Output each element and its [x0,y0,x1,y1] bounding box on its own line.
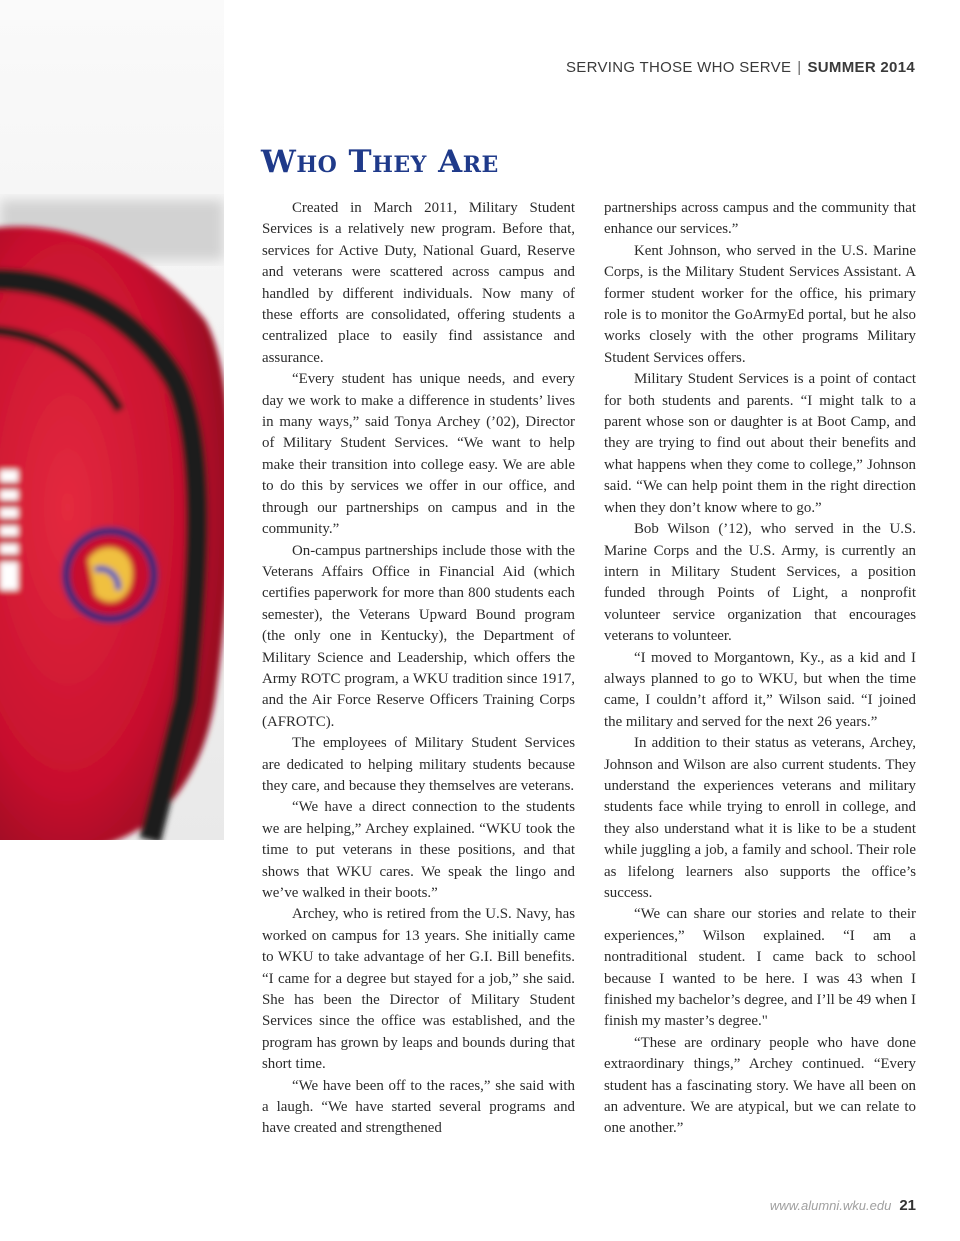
paragraph: On-campus partnerships include those with the Veterans Affairs Office in Financial Aid (which certifies paperwork for more than 800 students each semester), the Veterans Upward Bound program (the only one in Kentucky), the Department of Military Science and Leadership, which offers the Army ROTC program, a WKU tradition since 1917, and the Air Force Reserve Officers Training Corps (AFROTC). [262,542,575,730]
paragraph: Created in March 2011, Military Student Services is a relatively new program. Before that, services for Active Duty, National Guard, Reserve and veterans were scattered across campus and handled by different individuals. Now many of these efforts are consolidated, offering students a centralized place to easily find assistance and assurance. [262,200,575,366]
red-cap-photo [0,0,224,840]
paragraph: “We have been off to the races,” she said with a laugh. “We have started several programs and have created and strengthened [262,1077,575,1137]
article-photo [0,0,224,840]
page-number: 21 [899,1197,916,1214]
paragraph: “I moved to Morgantown, Ky., as a kid and I always planned to go to WKU, but when the time came, I couldn’t afford it,” Wilson said. “I joined the military and served for the next 26 years.” [604,649,916,730]
paragraph: The employees of Military Student Services are dedicated to helping military students because they care, and because they themselves are veterans. [262,735,575,794]
running-header [566,59,915,76]
paragraph: “We have a direct connection to the students we are helping,” Archey explained. “WKU took the time to put veterans in these positions, and that shows that WKU cares. We speak the lingo and we’ve walked in their boots.” [262,799,575,901]
paragraph: “We can share our stories and relate to their experiences,” Wilson explained. “I am a nontraditional student. I came back to school because I wanted to be here. I was 43 when I finished my bachelor’s degree, and I’ll be 49 when I finish my master’s degree." [604,906,916,1030]
paragraph: Archey, who is retired from the U.S. Navy, has worked on campus for 13 years. She initially came to WKU to take advantage of her G.I. Bill benefits. “I came for a degree but stayed for a job,” she said. She has been the Director of Military Student Services since the office was established, and the program has grown by leaps and bounds during that short time. [262,906,575,1073]
footer-url: www.alumni.wku.edu [769,1198,892,1213]
paragraph-continuation: partnerships across campus and the community that enhance our services.” [604,200,916,238]
left-column [262,198,575,1140]
article-title: Who They Are [261,144,499,180]
header-separator: | [797,59,802,76]
header-section: SERVING THOSE WHO SERVE [565,59,792,76]
page-footer [770,1197,916,1215]
header-issue: SUMMER 2014 [807,59,915,76]
paragraph: Bob Wilson (’12), who served in the U.S. Marine Corps and the U.S. Army, is currently an intern in Military Student Services, a position funded through Points of Light, a nonprofit volunteer service organization that encourages veterans to volunteer. [604,521,916,645]
paragraph: Military Student Services is a point of contact for both students and parents. “I might talk to a parent whose son or daughter is at Boot Camp, and they are trying to find out about their benefits and what happens when they come to college,” Johnson said. “We can help point them in the right direction when they don’t know where to go.” [604,371,916,516]
paragraph: “These are ordinary people who have done extraordinary things,” Archey continued. “Every student has a fascinating story. We have all been on an adventure. We are atypical, but we can relate to one another.” [604,1034,916,1137]
paragraph: Kent Johnson, who served in the U.S. Marine Corps, is the Military Student Services Assistant. A former student worker for the office, his primary role is to monitor the GoArmyEd portal, but he also works closely with the other programs Military Student Services offers. [604,242,916,366]
paragraph: In addition to their status as veterans, Archey, Johnson and Wilson are also current students. They understand the experiences veterans and military students face while trying to enroll in college, and they also understand what it is like to be a student while juggling a job, a family and school. Their role as lifelong learners also supports the office’s success. [604,735,916,901]
paragraph: “Every student has unique needs, and every day we work to make a difference in students’ lives in many ways,” said Tonya Archey (’02), Director of Military Student Services. “We want to help make their transition into college easy. We are able to do this by services we offer in our office, and through our partnerships on campus and in the community.” [262,371,575,538]
right-column [604,198,916,1140]
